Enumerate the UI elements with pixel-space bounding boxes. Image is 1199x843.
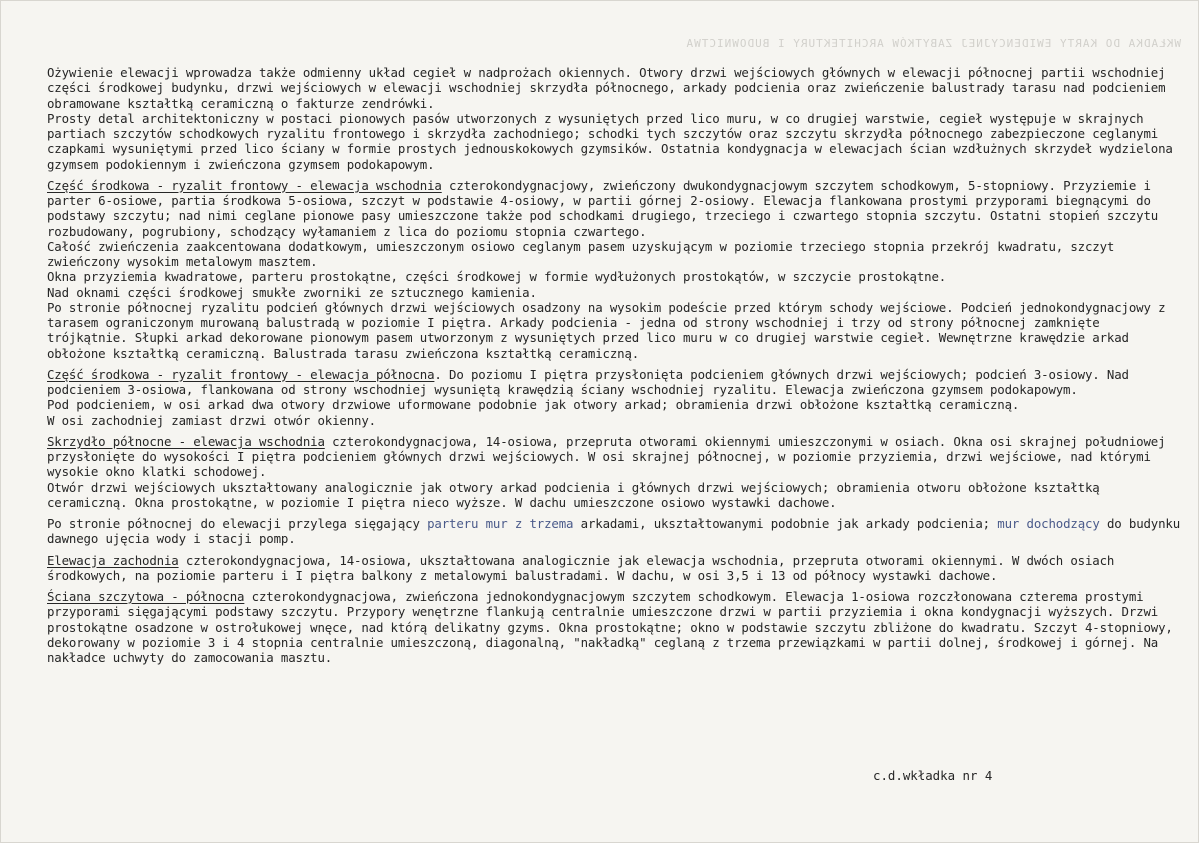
section-heading: Elewacja zachodnia bbox=[47, 552, 179, 568]
paragraph-text: Całość zwieńczenia zaakcentowana dodatkowym, umieszczonym osiowo ceglanym pasem uzyskującym w poziomie trzeciego stopnia przekrój kwadratu, szczyt zwieńczony wysokim metalowym masztem. bbox=[47, 238, 1115, 269]
paragraph bbox=[47, 65, 1182, 111]
paragraph-group-1 bbox=[47, 65, 1182, 510]
paragraph bbox=[47, 269, 1182, 284]
section-heading: Ściana szczytowa - północna bbox=[47, 589, 245, 604]
paragraph-insert bbox=[47, 516, 1182, 547]
inserted-text-1: parteru mur z trzema bbox=[427, 516, 574, 531]
paragraph bbox=[47, 434, 1182, 480]
paragraph-text: W osi zachodniej zamiast drzwi otwór okienny. bbox=[47, 412, 376, 428]
paragraph bbox=[47, 367, 1182, 398]
paragraph-text: czterokondygnacjowa, 14-osiowa, przepruta otworami okiennymi umieszczonymi w osiach. Okna osi skrajnej południowej przysłonięte do wysokości I piętra podcieniem głównych drzwi wejściowych. W osi skrajnej północnej, w poziomie przyziemia, drzwi wejściowe, nad którymi wysokie okno klatki schodowej. bbox=[47, 433, 1166, 480]
paragraph-text: Otwór drzwi wejściowych ukształtowany analogicznie jak otwory arkad podcienia i głównych drzwi wejściowych; obramienia otworu obłożone kształtką ceramiczną. Okna prostokątne, w poziomie I piętra nieco wyższe. W dachu umieszczone osiowo wystawki dachowe. bbox=[47, 479, 1100, 510]
section-heading: Skrzydło północne - elewacja wschodnia bbox=[47, 433, 325, 449]
document-body bbox=[47, 65, 1182, 665]
paragraph bbox=[47, 397, 1182, 412]
paragraph-text: czterokondygnacjowa, 14-osiowa, ukształtowana analogicznie jak elewacja wschodnia, przepruta otworami okiennymi. W dwóch osiach środkowych, na poziomie parteru i I piętra balkony z metalowymi balustradami. W dachu, w osi 3,5 i 13 od północy wystawki dachowe. bbox=[47, 552, 1115, 583]
paragraph bbox=[47, 300, 1182, 361]
paragraph bbox=[47, 589, 1182, 665]
paragraph bbox=[47, 480, 1182, 511]
section-heading: Część środkowa - ryzalit frontowy - elewacja wschodnia bbox=[47, 177, 442, 193]
paragraph-text: Okna przyziemia kwadratowe, parteru prostokątne, części środkowej w formie wydłużonych prostokątów, w szczycie prostokątne. bbox=[47, 269, 947, 285]
insert-before-text: Po stronie północnej do elewacji przylega sięgający bbox=[47, 516, 428, 531]
paragraph-text: czterokondygnacjowy, zwieńczony dwukondygnacjowym szczytem schodkowym, 5-stopniowy. Przyziemie i parter 6-osiowe, partia środkowa 5-osiowa, szczyt w podstawie 4-osiowy, w partii górnej 2-osiowy. Elewacja flankowana prostymi przyporami biegnącymi do podstawy szczytu; nad nimi ceglane pionowe pasy umieszczone także pod schodkami drugiego, trzeciego i czwartego stopnia szczytu. Ostatni stopień szczytu rozbudowany, pogrubiony, schodzący wyłamaniem z lica do poziomu stopnia czwartego. bbox=[47, 177, 1159, 239]
paragraph-text: Ożywienie elewacji wprowadza także odmienny układ cegieł w nadprożach okiennych. Otwory drzwi wejściowych głównych w elewacji północnej partii wschodniej części środkowej budynku, drzwi wejściowych w elewacji wschodniej skrzydła północnego, arkady podcienia oraz zwieńczenie balustrady tarasu nad podcieniem obramowane kształtką ceramiczną o fakturze zendrówki. bbox=[47, 65, 1166, 111]
paragraph-text: czterokondygnacjowa, zwieńczona jednokondygnacjowym szczytem schodkowym. Elewacja 1-osiowa rozczłonowana czterema prostymi przyporami sięgającymi podstawy szczytu. Przypory wenętrzne flankują centralnie umieszczone drzwi w partii przyziemia i okna kondygnacji wyższych. Drzwi prostokątne osadzone w ostrołukowej wnęce, nad którą delikatny gzyms. Okna prostokątne; okno w podstawie szczytu zbliżone do kwadratu. Szczyt 4-stopniowy, dekorowany w poziomie 3 i 4 stopnia centralnie umieszczoną, diagonalną, "nakładką" ceglaną z trzema przewiązkami w partii dolnej, środkowej i górnej. Na nakładce uchwyty do zamocowania masztu. bbox=[47, 589, 1173, 665]
paragraph-text: . Do poziomu I piętra przysłonięta podcieniem głównych drzwi wejściowych; podcień 3-osiowy. Nad podcieniem 3-osiowa, flankowana od strony wschodniej wysuniętą krawędzią ściany wschodniej ryzalitu. Elewacja zwieńczona gzymsem podokapowym. bbox=[47, 366, 1129, 397]
paragraph bbox=[47, 285, 1182, 300]
paragraph bbox=[47, 553, 1182, 584]
insert-middle-text: arkadami, ukształtowanymi podobnie jak arkady podcienia; bbox=[573, 516, 998, 531]
paragraph bbox=[47, 178, 1182, 239]
inserted-text-2: mur dochodzący bbox=[997, 516, 1100, 531]
footer-note: c.d.wkładka nr 4 bbox=[873, 768, 993, 783]
bleed-through-header: WKŁADKA DO KARTY EWIDENCYJNEJ ZABYTKÓW ARCHITEKTURY I BUDOWNICTWA bbox=[685, 37, 1181, 50]
paragraph-text: Po stronie północnej ryzalitu podcień głównych drzwi wejściowych osadzony na wysokim podeście przed którym schody wejściowe. Podcień jednokondygnacjowy z tarasem ograniczonym murowaną balustradą w poziomie I piętra. Arkady podcienia - jedna od strony wschodniej i trzy od strony północnej zamknięte trójkątnie. Słupki arkad dekorowane pionowym pasem utworzonym z wysuniętych przed lico muru w co drugiej warstwie cegieł. Wewnętrzne krawędzie arkad obłożone kształtką ceramiczną. Balustrada tarasu zwieńczona kształtką ceramiczną. bbox=[47, 299, 1166, 361]
paragraph-group-2 bbox=[47, 553, 1182, 666]
insert-after-text: do budynku dawnego ujęcia wody i stacji pomp. bbox=[47, 516, 1181, 547]
paragraph bbox=[47, 413, 1182, 428]
paragraph bbox=[47, 111, 1182, 172]
section-heading: Część środkowa - ryzalit frontowy - elewacja północna bbox=[47, 366, 435, 382]
paragraph-text: Nad oknami części środkowej smukłe zworniki ze sztucznego kamienia. bbox=[47, 284, 537, 300]
paragraph-text: Pod podcieniem, w osi arkad dwa otwory drzwiowe uformowane podobnie jak otwory arkad; obramienia drzwi obłożone kształtką ceramiczną. bbox=[47, 397, 1020, 413]
paragraph-text: Prosty detal architektoniczny w postaci pionowych pasów utworzonych z wysuniętych przed lico muru, w co drugiej warstwie, cegieł występuje w skrajnych partiach szczytów schodkowych ryzalitu frontowego i skrzydła zachodniego; schodki tych szczytów oraz szczytu skrzydła północnego zabezpieczone ceglanymi czapkami wysuniętymi przed lico ściany w formie prostych jednouskokowych gzymsików. Ostatnia kondygnacja w elewacjach ścian wzdłużnych skrzydeł wydzielona gzymsem podokiennym i zwieńczona gzymsem podokapowym. bbox=[47, 110, 1173, 172]
paragraph bbox=[47, 239, 1182, 270]
